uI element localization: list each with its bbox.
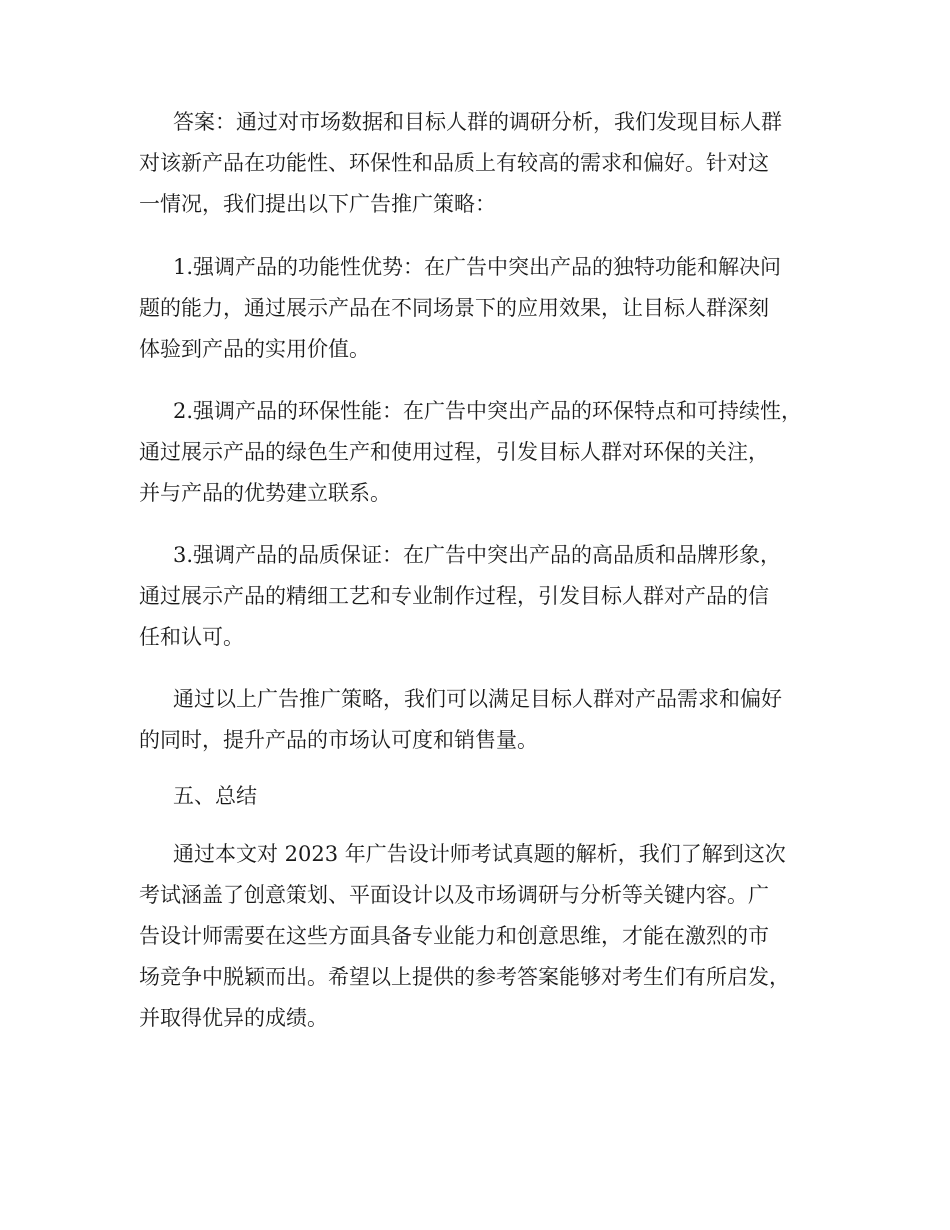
paragraph-4-line-2: 通过展示产品的精细工艺和专业制作过程，引发目标人群对产品的信 <box>139 584 769 608</box>
paragraph-3-line-3: 并与产品的优势建立联系。 <box>139 481 391 505</box>
paragraph-2-line-3: 体验到产品的实用价值。 <box>139 337 370 361</box>
paragraph-4-line-1: 3.强调产品的品质保证：在广告中突出产品的高品质和品牌形象， <box>173 543 782 567</box>
paragraph-7-line-2: 考试涵盖了创意策划、平面设计以及市场调研与分析等关键内容。广 <box>139 883 769 907</box>
paragraph-1-line-3: 一情况，我们提出以下广告推广策略： <box>139 192 496 216</box>
paragraph-2-line-1: 1.强调产品的功能性优势：在广告中突出产品的独特功能和解决问 <box>173 255 782 279</box>
paragraph-3-line-1: 2.强调产品的环保性能：在广告中突出产品的环保特点和可持续性， <box>173 399 803 423</box>
paragraph-3-line-2: 通过展示产品的绿色生产和使用过程，引发目标人群对环保的关注， <box>139 440 769 464</box>
section-heading: 五、总结 <box>173 784 257 808</box>
paragraph-7-line-4: 场竞争中脱颖而出。希望以上提供的参考答案能够对考生们有所启发， <box>139 965 790 989</box>
paragraph-5-line-1: 通过以上广告推广策略，我们可以满足目标人群对产品需求和偏好 <box>173 687 782 711</box>
paragraph-7-line-5: 并取得优异的成绩。 <box>139 1006 328 1030</box>
paragraph-2-line-2: 题的能力，通过展示产品在不同场景下的应用效果，让目标人群深刻 <box>139 296 769 320</box>
paragraph-1-line-1: 答案：通过对市场数据和目标人群的调研分析，我们发现目标人群 <box>173 110 782 134</box>
paragraph-4-line-3: 任和认可。 <box>139 625 244 649</box>
paragraph-1-line-2: 对该新产品在功能性、环保性和品质上有较高的需求和偏好。针对这 <box>139 151 769 175</box>
paragraph-7-line-3: 告设计师需要在这些方面具备专业能力和创意思维，才能在激烈的市 <box>139 924 769 948</box>
paragraph-7-line-1: 通过本文对 2023 年广告设计师考试真题的解析，我们了解到这次 <box>173 842 786 866</box>
paragraph-5-line-2: 的同时，提升产品的市场认可度和销售量。 <box>139 728 538 752</box>
